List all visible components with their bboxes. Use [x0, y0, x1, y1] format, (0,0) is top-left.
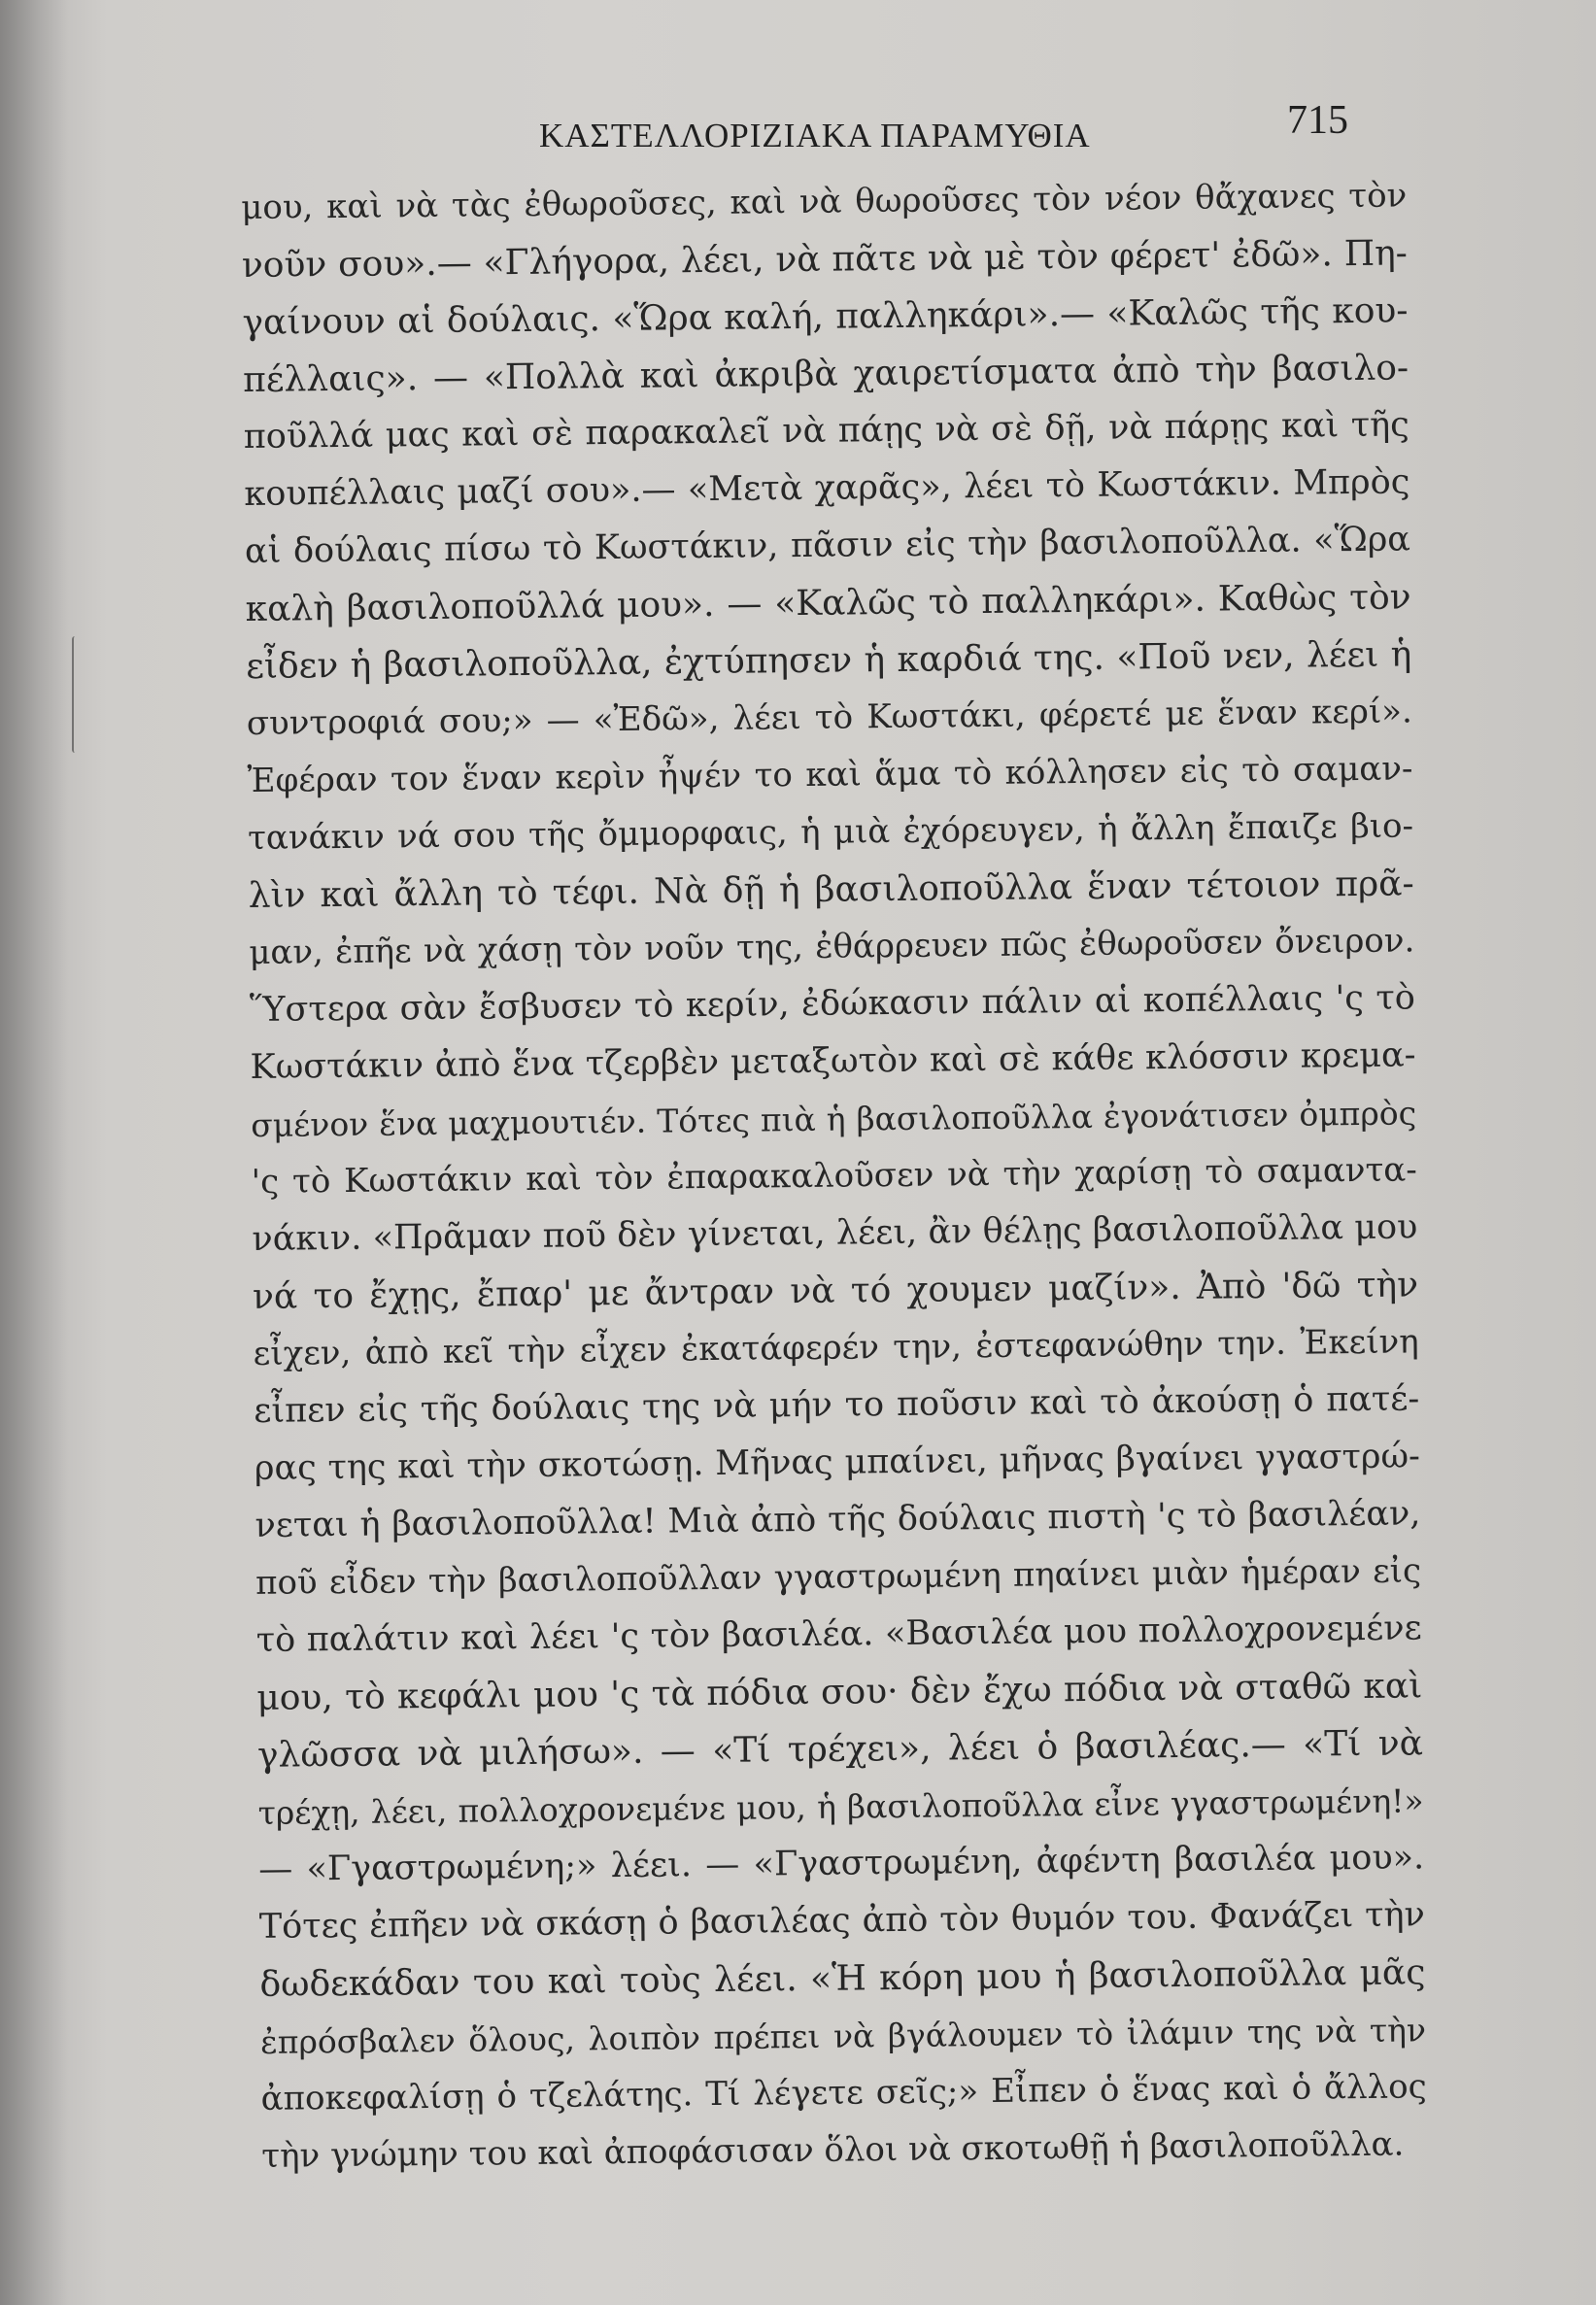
- gutter-shadow: [0, 0, 68, 2305]
- running-head: [0, 0, 1596, 194]
- text-line: γλῶσσα νὰ μιλήσω». — «Τί τρέχει», λέει ὁ βασιλέας.— «Τί νὰ: [256, 1723, 1424, 1776]
- text-line: νεται ἡ βασιλοποῦλλα! Μιὰ ἀπὸ τῆς δούλαις πιστὴ 'ς τὸ βασιλέαν,: [255, 1494, 1421, 1545]
- text-line: λὶν καὶ ἄλλη τὸ τέφι. Νὰ δῇ ἡ βασιλοποῦλλα ἕναν τέτοιον πρᾶ-: [248, 864, 1414, 916]
- text-line: Κωστάκιν ἀπὸ ἕνα τζερβὲν μεταξωτὸν καὶ σὲ κάθε κλόσσιν κρεμα-: [250, 1035, 1416, 1087]
- text-line: τὴν γνώμην του καὶ ἀποφάσισαν ὅλοι νὰ σκοτωθῇ ἡ βασιλοποῦλλα.: [261, 2124, 1405, 2176]
- text-line: μου, καὶ νὰ τὰς ἐθωροῦσες, καὶ νὰ θωροῦσες τὸν νέον θἄχανες τὸν: [241, 176, 1408, 227]
- text-line: ποῦλλά μας καὶ σὲ παρακαλεῖ νὰ πάῃς νὰ σὲ δῇ, νὰ πάρῃς καὶ τῆς: [243, 405, 1409, 457]
- text-line: μου, τὸ κεφάλι μου 'ς τὰ πόδια σου· δὲν ἔχω πόδια νὰ σταθῶ καὶ: [256, 1666, 1423, 1718]
- text-line: — «Γγαστρωμένη;» λέει. — «Γγαστρωμένη, ἀφέντη βασιλέα μου».: [258, 1838, 1425, 1889]
- text-line: εἶχεν, ἀπὸ κεῖ τὴν εἶχεν ἐκατάφερέν την, ἐστεφανώθην την. Ἐκείνη: [253, 1322, 1419, 1373]
- text-line: πέλλαις». — «Πολλὰ καὶ ἀκριβὰ χαιρετίσματα ἀπὸ τὴν βασιλο-: [242, 348, 1409, 400]
- text-line: ρας της καὶ τὴν σκοτώσῃ. Μῆνας μπαίνει, μῆνας βγαίνει γγαστρώ-: [254, 1437, 1421, 1488]
- text-line: νοῦν σου».— «Γλήγορα, λέει, νὰ πᾶτε νὰ μὲ τὸν φέρετ' ἐδῶ». Πη-: [241, 233, 1409, 286]
- text-line: Ἐφέραν τον ἕναν κερὶν ἦψέν το καὶ ἅμα τὸ κόλλησεν εἰς τὸ σαμαν-: [247, 749, 1413, 800]
- text-line: τὸ παλάτιν καὶ λέει 'ς τὸν βασιλέα. «Βασιλέα μου πολλοχρονεμένε: [255, 1609, 1422, 1660]
- text-line: Ὕστερα σὰν ἔσβυσεν τὸ κερίν, ἐδώκασιν πάλιν αἱ κοπέλλαις 'ς τὸ: [249, 978, 1416, 1030]
- text-line: μαν, ἐπῆε νὰ χάσῃ τὸν νοῦν της, ἐθάρρευεν πῶς ἐθωροῦσεν ὄνειρον.: [249, 921, 1415, 972]
- text-line: αἱ δούλαις πίσω τὸ Κωστάκιν, πᾶσιν εἰς τὴν βασιλοποῦλλα. «Ὥρα: [244, 520, 1411, 571]
- text-line: γαίνουν αἱ δούλαις. «Ὥρα καλή, παλληκάρι».— «Καλῶς τῆς κου-: [242, 290, 1409, 343]
- body-text: [241, 167, 1428, 2185]
- text-line: τρέχῃ, λέει, πολλοχρονεμένε μου, ἡ βασιλοποῦλλα εἶνε γγαστρωμένη!»: [257, 1781, 1424, 1832]
- text-line: 'ς τὸ Κωστάκιν καὶ τὸν ἐπαρακαλοῦσεν νὰ τὴν χαρίσῃ τὸ σαμαντα-: [251, 1150, 1417, 1202]
- text-line: Τότες ἐπῆεν νὰ σκάσῃ ὁ βασιλέας ἀπὸ τὸν θυμόν του. Φανάζει τὴν: [258, 1895, 1425, 1947]
- text-line: ποῦ εἶδεν τὴν βασιλοποῦλλαν γγαστρωμένη πηαίνει μιὰν ἡμέραν εἰς: [255, 1551, 1422, 1603]
- text-line: νάκιν. «Πρᾶμαν ποῦ δὲν γίνεται, λέει, ἂν θέλῃς βασιλοποῦλλα μου: [252, 1207, 1418, 1259]
- text-line: σμένον ἕνα μαχμουτιέν. Τότες πιὰ ἡ βασιλοποῦλλα ἐγονάτισεν ὀμπρὸς: [250, 1094, 1417, 1144]
- text-line: ἀποκεφαλίσῃ ὁ τζελάτης. Τί λέγετε σεῖς;» Εἶπεν ὁ ἕνας καὶ ὁ ἄλλος: [260, 2067, 1427, 2119]
- text-line: κουπέλλαις μαζί σου».— «Μετὰ χαρᾶς», λέει τὸ Κωστάκιν. Μπρὸς: [244, 462, 1410, 514]
- text-line: τανάκιν νά σου τῆς ὄμμορφαις, ἡ μιὰ ἐχόρευγεν, ἡ ἄλλη ἔπαιζε βιο-: [247, 806, 1414, 858]
- text-line: νά το ἔχῃς, ἔπαρ' με ἄντραν νὰ τό χουμεν μαζίν». Ἀπὸ 'δῶ τὴν: [252, 1265, 1419, 1317]
- text-line: ἐπρόσβαλεν ὅλους, λοιπὸν πρέπει νὰ βγάλουμεν τὸ ἰλάμιν της νὰ τὴν: [259, 2011, 1427, 2061]
- page-number: 715: [1287, 98, 1348, 143]
- running-title: ΚΑΣΤΕΛΛΟΡΙΖΙΑΚΑ ΠΑΡΑΜΥΘΙΑ: [539, 117, 1091, 154]
- binding-mark: [72, 636, 80, 753]
- text-line: εἶδεν ἡ βασιλοποῦλλα, ἐχτύπησεν ἡ καρδιά της. «Ποῦ νεν, λέει ἡ: [246, 634, 1412, 687]
- text-line: καλὴ βασιλοποῦλλά μου». — «Καλῶς τὸ παλληκάρι». Καθὼς τὸν: [245, 577, 1411, 629]
- text-line: δωδεκάδαν του καὶ τοὺς λέει. «Ἡ κόρη μου ἡ βασιλοποῦλλα μᾶς: [259, 1952, 1426, 2005]
- text-line: συντροφιά σου;» — «Ἐδῶ», λέει τὸ Κωστάκι, φέρετέ με ἕναν κερί».: [246, 692, 1413, 743]
- text-line: εἶπεν εἰς τῆς δούλαις της νὰ μήν το ποῦσιν καὶ τὸ ἀκούσῃ ὁ πατέ-: [254, 1379, 1420, 1431]
